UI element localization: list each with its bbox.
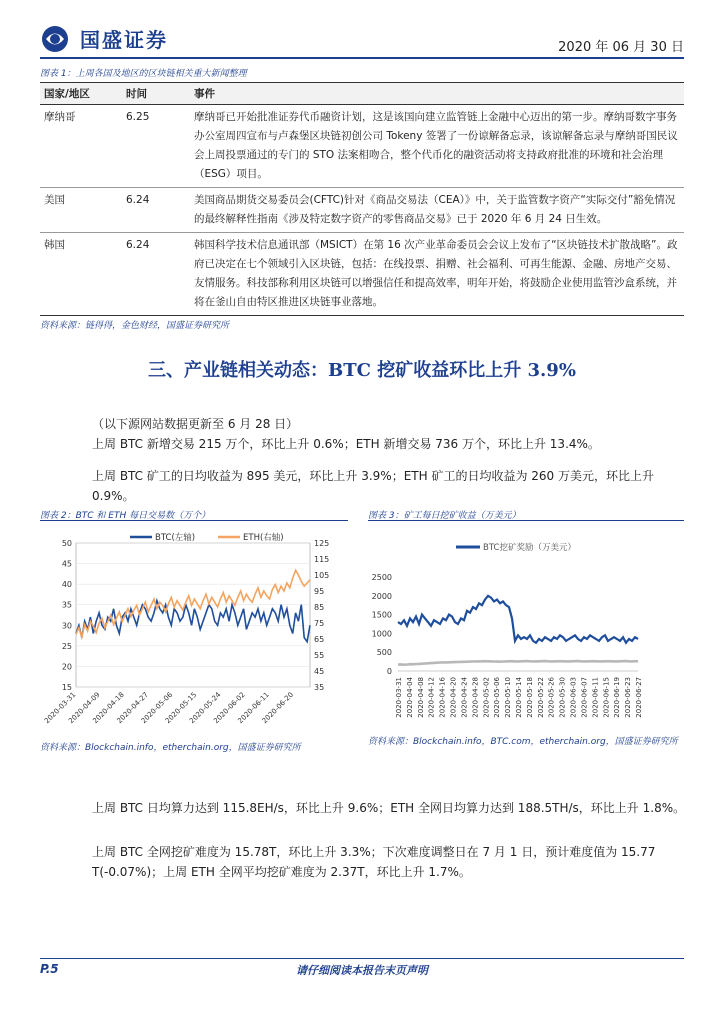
- footer-divider: [40, 958, 684, 959]
- x-tick-label: 2020-05-15: [163, 690, 199, 726]
- chart3-source: 资料来源：Blockchain.info，BTC.com，etherchain.org，国盛证券研究所: [368, 737, 678, 747]
- x-tick-label: 2020-04-28: [471, 677, 480, 718]
- y-left-tick-label: 20: [61, 662, 72, 672]
- y-right-tick-label: 75: [314, 619, 325, 628]
- table-row: [40, 188, 684, 233]
- y-tick-label: 1000: [371, 629, 392, 639]
- y-right-tick-label: 125: [314, 539, 330, 548]
- y-tick-label: 2000: [371, 591, 392, 601]
- x-tick-label: 2020-04-16: [438, 677, 447, 718]
- chart3-frame: [368, 520, 684, 731]
- logo-text: 国盛证券: [80, 28, 168, 52]
- x-tick-label: 2020-06-07: [580, 677, 589, 718]
- x-tick-label: 2020-06-27: [635, 677, 643, 718]
- cell-region: 摩纳哥: [40, 105, 122, 188]
- y-right-tick-label: 65: [314, 635, 325, 644]
- x-tick-label: 2020-05-24: [188, 690, 223, 726]
- logo-icon: [40, 24, 74, 54]
- x-tick-label: 2020-05-14: [515, 677, 523, 718]
- y-tick-label: 2500: [371, 573, 392, 582]
- x-tick-label: 2020-05-22: [536, 677, 545, 718]
- x-tick-label: 2020-04-20: [449, 677, 458, 718]
- y-tick-label: 1500: [371, 610, 392, 620]
- table1-caption: 图表 1：上周各国及地区的区块链相关重大新闻整理: [40, 69, 247, 79]
- cell-region: 韩国: [40, 233, 122, 316]
- header-time: 时间: [122, 83, 190, 105]
- x-tick-label: 2020-04-09: [67, 690, 102, 726]
- y-right-tick-label: 35: [314, 683, 325, 692]
- x-tick-label: 2020-04-04: [405, 677, 414, 718]
- y-right-tick-label: 45: [314, 667, 325, 676]
- cell-region: 美国: [40, 188, 122, 233]
- news-table: [40, 82, 684, 316]
- paragraph-note: （以下源网站数据更新至 6 月 28 日）: [92, 417, 299, 431]
- x-tick-label: 2020-06-15: [602, 677, 611, 718]
- table-header-row: [40, 83, 684, 105]
- y-right-tick-label: 115: [314, 555, 330, 564]
- x-tick-label: 2020-05-02: [482, 677, 491, 718]
- chart3-caption: 图表 3：矿工每日挖矿收益（万美元）: [368, 511, 521, 521]
- legend-label: BTC(左轴): [155, 533, 196, 543]
- legend-label: BTC挖矿奖励（万美元）: [483, 543, 576, 553]
- y-left-tick-label: 30: [61, 621, 72, 631]
- series-line-eth: [76, 570, 310, 637]
- y-left-tick-label: 25: [61, 641, 72, 651]
- x-tick-label: 2020-05-10: [504, 677, 513, 718]
- series-line-btc: [398, 596, 638, 643]
- section-title: 三、产业链相关动态：BTC 挖矿收益环比上升 3.9%: [148, 360, 576, 381]
- table-row: [40, 233, 684, 316]
- x-tick-label: 2020-04-12: [427, 677, 436, 718]
- x-tick-label: 2020-06-03: [569, 677, 578, 718]
- y-left-tick-label: 35: [61, 600, 72, 610]
- chart2-caption: 图表 2：BTC 和 ETH 每日交易数（万个）: [40, 511, 211, 521]
- chart2-source: 资料来源：Blockchain.info，etherchain.org，国盛证券研究所: [40, 743, 301, 753]
- x-tick-label: 2020-04-24: [460, 677, 469, 718]
- x-tick-label: 2020-04-18: [91, 690, 126, 726]
- x-tick-label: 2020-06-20: [260, 690, 296, 726]
- y-tick-label: 0: [386, 667, 392, 676]
- x-tick-label: 2020-06-19: [613, 677, 622, 718]
- y-left-tick-label: 45: [61, 559, 72, 569]
- cell-time: 6.24: [122, 188, 190, 233]
- x-tick-label: 2020-06-02: [212, 690, 247, 726]
- y-tick-label: 500: [376, 648, 392, 658]
- paragraph-transactions: 上周 BTC 新增交易 215 万个，环比上升 0.6%；ETH 新增交易 736 万个，环比上升 13.4%。: [92, 437, 600, 451]
- chart3-svg: [368, 521, 684, 731]
- cell-event: 美国商品期货交易委员会(CFTC)针对《商品交易法（CEA）》中，关于监管数字资产“实际交付”豁免情况的最终解释性指南《涉及特定数字资产的零售商品交易》已于 2020 年 6 月 24 日生效。: [190, 188, 684, 233]
- series-line-eth: [398, 661, 638, 665]
- header-region: 国家/地区: [40, 83, 122, 105]
- x-tick-label: 2020-03-31: [395, 677, 403, 718]
- y-right-tick-label: 105: [314, 571, 330, 580]
- cell-event: 摩纳哥已开始批准证券代币融资计划，这是该国向建立监管链上金融中心迈出的第一步。摩纳哥数字事务办公室周四宣布与卢森堡区块链初创公司 Tokeny 签署了一份谅解备忘录，该谅解备忘录与摩纳哥国民议会上周投票通过的专门的 STO 法案相吻合，整个代币化的融资活动将支持政府批准的环境和社会治理（ESG）项目。: [190, 105, 684, 188]
- x-tick-label: 2020-06-23: [624, 677, 633, 718]
- y-left-tick-label: 50: [61, 539, 72, 548]
- x-tick-label: 2020-06-11: [236, 690, 271, 726]
- x-tick-label: 2020-05-06: [493, 677, 502, 718]
- paragraph-hashrate: 上周 BTC 日均算力达到 115.8EH/s，环比上升 9.6%；ETH 全网日均算力达到 188.5TH/s，环比上升 1.8%。: [92, 801, 686, 815]
- cell-event: 韩国科学技术信息通讯部（MSICT）在第 16 次产业革命委员会会议上发布了“区块链技术扩散战略”。政府已决定在七个领域引入区块链，包括：在线投票、捐赠、社会福利、可再生能源、金融、房地产交易、友情服务。科技部称利用区块链可以增强信任和提高效率，明年开始，将鼓励企业使用监管沙盒系统，并将在釜山自由特区推进区块链事业落地。: [190, 233, 684, 316]
- x-tick-label: 2020-04-08: [416, 677, 425, 718]
- chart2-svg: [40, 521, 348, 731]
- y-left-tick-label: 40: [61, 580, 72, 590]
- y-right-tick-label: 85: [314, 603, 325, 612]
- series-line-btc: [76, 601, 310, 642]
- x-tick-label: 2020-04-27: [115, 690, 150, 726]
- footer-disclaimer: 请仔细阅读本报告末页声明: [296, 964, 428, 977]
- y-right-tick-label: 55: [314, 651, 325, 660]
- table1-source: 资料来源：链得得，金色财经，国盛证券研究所: [40, 321, 230, 331]
- x-tick-label: 2020-03-31: [42, 690, 78, 726]
- x-tick-label: 2020-05-26: [547, 677, 556, 718]
- y-left-tick-label: 15: [61, 683, 72, 692]
- x-tick-label: 2020-06-11: [591, 677, 600, 718]
- x-tick-label: 2020-05-30: [558, 677, 567, 718]
- x-tick-label: 2020-05-18: [525, 677, 534, 718]
- paragraph-difficulty: 上周 BTC 全网挖矿难度为 15.78T，环比上升 3.3%；下次难度调整日在 7 月 1 日，预计难度值为 15.77 T(-0.07%)；上周 ETH 全网平均挖矿难度为 2.37T，环比上升 1.7%。: [92, 845, 656, 879]
- cell-time: 6.24: [122, 233, 190, 316]
- legend-label: ETH(右轴): [243, 533, 284, 543]
- x-tick-label: 2020-05-06: [139, 690, 175, 726]
- page-number: P.5: [40, 962, 59, 976]
- cell-time: 6.25: [122, 105, 190, 188]
- table-row: [40, 105, 684, 188]
- header-divider: [40, 57, 684, 59]
- paragraph-miner-revenue: 上周 BTC 矿工的日均收益为 895 美元，环比上升 3.9%；ETH 矿工的日均收益为 260 万美元，环比上升 0.9%。: [92, 469, 654, 503]
- header-event: 事件: [190, 83, 684, 105]
- y-right-tick-label: 95: [314, 587, 325, 596]
- report-date: 2020 年 06 月 30 日: [558, 40, 684, 55]
- chart2-frame: [40, 520, 348, 731]
